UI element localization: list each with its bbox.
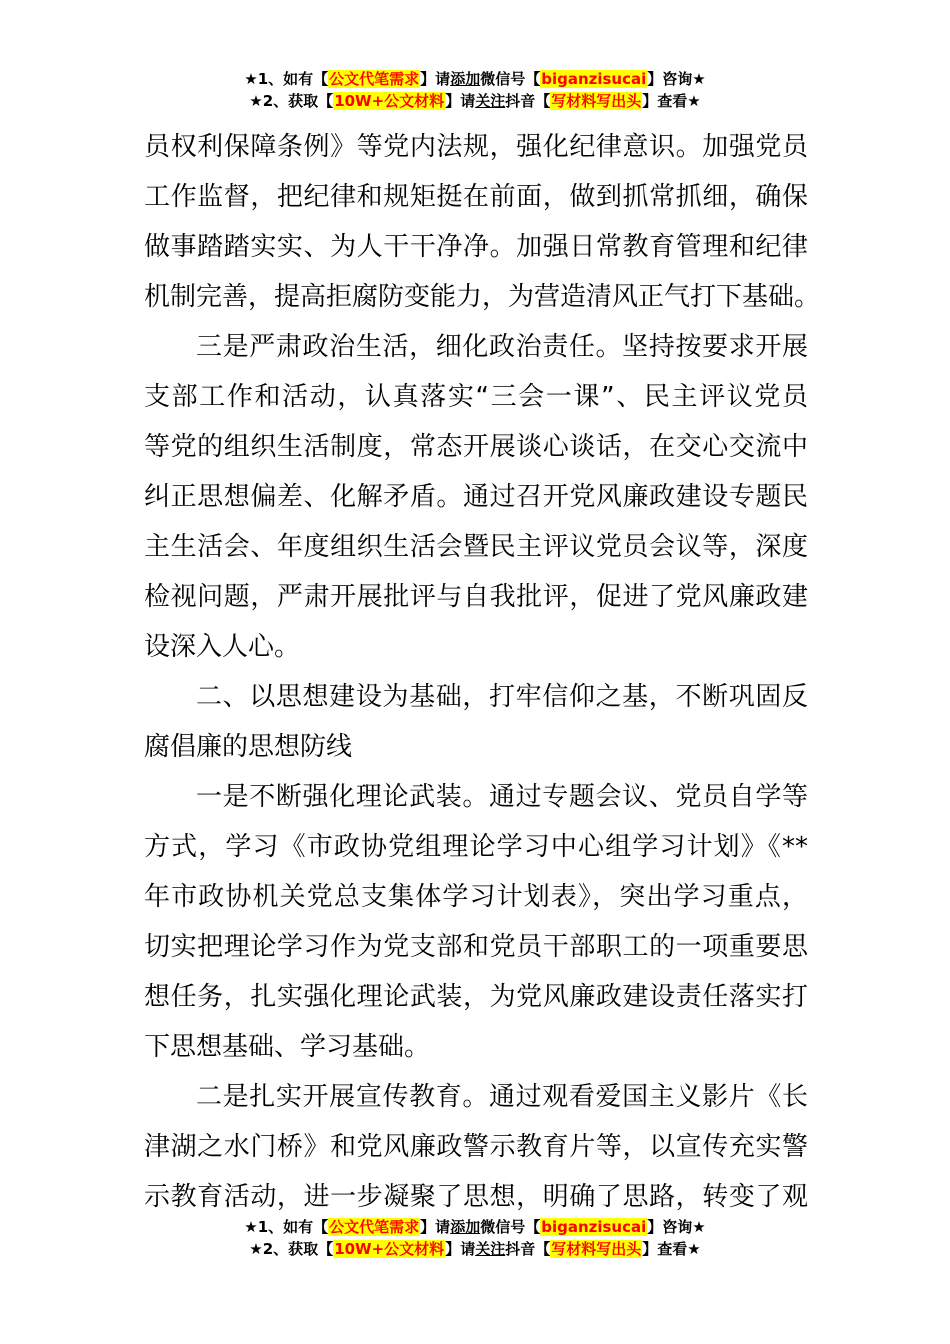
banner-highlight: 写材料写出头: [551, 92, 642, 110]
text-line: 下思想基础、学习基础。: [144, 1032, 431, 1062]
banner-text: 微信号【: [480, 1218, 541, 1236]
banner-text: ★1、如有【: [244, 1218, 329, 1236]
text-line: 支部工作和活动，认真落实“三会一课”、民主评议党员: [144, 382, 808, 412]
banner-text: ★2、获取【: [249, 92, 334, 110]
banner-underlined: 关注: [475, 92, 506, 110]
banner-line-2: [0, 1238, 950, 1260]
banner-text: 抖音【: [505, 1240, 551, 1258]
text-line: 方式，学习《市政协党组理论学习中心组学习计划》《**: [144, 832, 808, 862]
section-heading-line: 二、以思想建设为基础，打牢信仰之基，不断巩固反: [196, 682, 808, 712]
header-banner: [0, 68, 950, 112]
text-line: 设深入人心。: [144, 632, 301, 662]
banner-underlined: 关注: [475, 1240, 506, 1258]
banner-text: 】咨询★: [647, 70, 706, 88]
footer-banner: [0, 1216, 950, 1260]
text-line: 二是扎实开展宣传教育。通过观看爱国主义影片《长: [196, 1082, 808, 1112]
banner-text: 】查看★: [642, 1240, 701, 1258]
banner-underlined: 添加: [450, 70, 481, 88]
text-line: 主生活会、年度组织生活会暨民主评议党员会议等，深度: [144, 532, 808, 562]
banner-text: 】请: [445, 1240, 476, 1258]
banner-highlight: 10W+公文材料: [334, 92, 445, 110]
text-line: 想任务，扎实强化理论武装，为党风廉政建设责任落实打: [144, 982, 808, 1012]
banner-highlight: 10W+公文材料: [334, 1240, 445, 1258]
text-line: 机制完善，提高拒腐防变能力，为营造清风正气打下基础。: [144, 282, 821, 312]
banner-highlight: 公文代笔需求: [329, 1218, 420, 1236]
text-line: 一是不断强化理论武装。通过专题会议、党员自学等: [196, 782, 808, 812]
banner-text: 】请: [445, 92, 476, 110]
section-heading-line: 腐倡廉的思想防线: [144, 732, 353, 762]
text-line: 工作监督，把纪律和规矩挺在前面，做到抓常抓细，确保: [144, 182, 808, 212]
text-line: 检视问题，严肃开展批评与自我批评，促进了党风廉政建: [144, 582, 808, 612]
banner-underlined: 添加: [450, 1218, 481, 1236]
banner-line-1: [0, 1216, 950, 1238]
banner-line-1: [0, 68, 950, 90]
banner-text: 】请: [420, 70, 451, 88]
banner-text: 】请: [420, 1218, 451, 1236]
banner-text: 】咨询★: [647, 1218, 706, 1236]
text-line: 员权利保障条例》等党内法规，强化纪律意识。加强党员: [144, 132, 808, 162]
banner-text: ★1、如有【: [244, 70, 329, 88]
banner-highlight: biganzisucai: [541, 1218, 647, 1236]
banner-line-2: [0, 90, 950, 112]
banner-text: ★2、获取【: [249, 1240, 334, 1258]
banner-text: 】查看★: [642, 92, 701, 110]
text-line: 三是严肃政治生活，细化政治责任。坚持按要求开展: [196, 332, 808, 362]
text-line: 年市政协机关党总支集体学习计划表》，突出学习重点，: [144, 882, 808, 912]
banner-highlight: 写材料写出头: [551, 1240, 642, 1258]
banner-text: 抖音【: [505, 92, 551, 110]
text-line: 等党的组织生活制度，常态开展谈心谈话，在交心交流中: [144, 432, 808, 462]
text-line: 纠正思想偏差、化解矛盾。通过召开党风廉政建设专题民: [144, 482, 808, 512]
text-line: 做事踏踏实实、为人干干净净。加强日常教育管理和纪律: [144, 232, 808, 262]
document-body: [144, 122, 821, 1222]
text-line: 津湖之水门桥》和党风廉政警示教育片等，以宣传充实警: [144, 1132, 808, 1162]
banner-highlight: 公文代笔需求: [329, 70, 420, 88]
text-line: 示教育活动，进一步凝聚了思想，明确了思路，转变了观: [144, 1182, 808, 1212]
text-line: 切实把理论学习作为党支部和党员干部职工的一项重要思: [144, 932, 808, 962]
banner-text: 微信号【: [480, 70, 541, 88]
banner-highlight: biganzisucai: [541, 70, 647, 88]
